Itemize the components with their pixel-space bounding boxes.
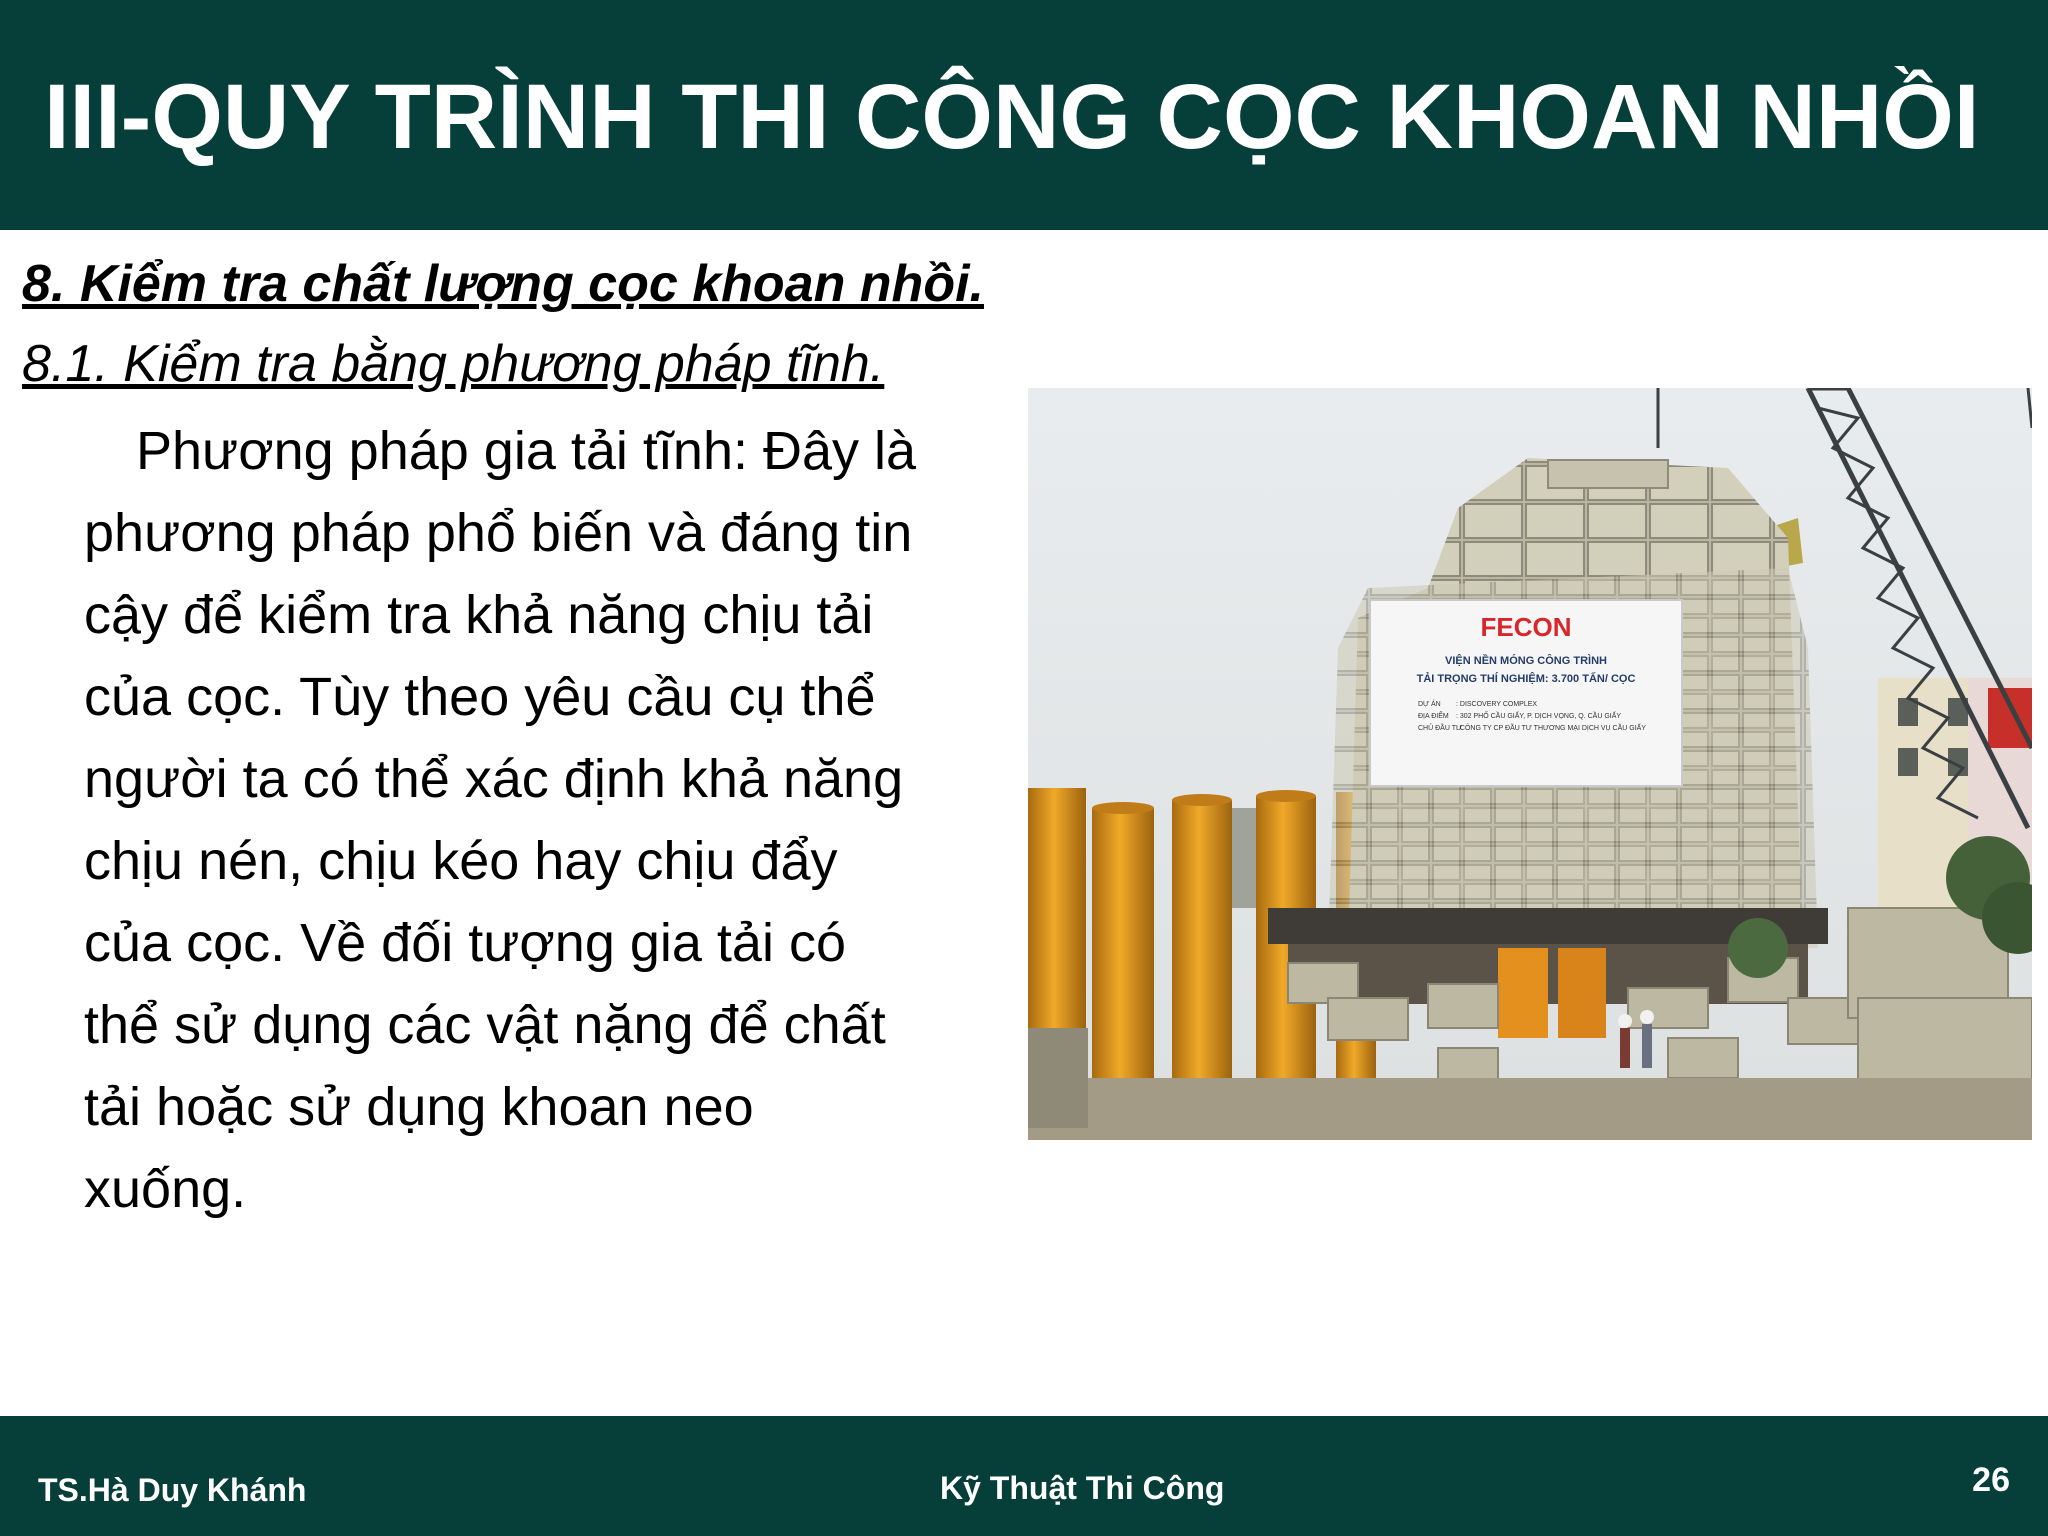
body-paragraph	[84, 410, 984, 1230]
section-heading: 8. Kiểm tra chất lượng cọc khoan nhồi.	[22, 255, 984, 313]
body-line: phương pháp phổ biến và đáng tin	[84, 503, 913, 563]
body-line: thể sử dụng các vật nặng để chất	[84, 995, 886, 1055]
banner-logo: FECON	[1480, 612, 1572, 642]
banner-row1-value: : DISCOVERY COMPLEX	[1456, 701, 1538, 708]
footer-course-title: Kỹ Thuật Thi Công	[940, 1470, 1225, 1506]
slide-title: III-QUY TRÌNH THI CÔNG CỌC KHOAN NHỒI	[44, 66, 1980, 168]
fecon-banner	[1370, 600, 1682, 786]
hydraulic-jack	[1558, 948, 1606, 1038]
banner-row2-value: : 302 PHỐ CẦU GIẤY, P. DỊCH VỌNG, Q. CẦU GIẤY	[1456, 713, 1622, 720]
body-line: cậy để kiểm tra khả năng chịu tải	[84, 585, 874, 645]
static-load-test-photo	[1028, 388, 2032, 1140]
slide-header	[0, 0, 2048, 230]
banner-row3-value: : CÔNG TY CP ĐẦU TƯ THƯƠNG MẠI DỊCH VỤ CẦU GIẤY	[1456, 725, 1647, 732]
banner-row2-label: ĐỊA ĐIỂM	[1418, 713, 1449, 720]
body-line: của cọc. Về đối tượng gia tải có	[84, 913, 846, 973]
page-number: 26	[1972, 1461, 2010, 1499]
body-line: người ta có thể xác định khả năng	[84, 749, 904, 809]
body-line: của cọc. Tùy theo yêu cầu cụ thể	[84, 667, 876, 727]
ground	[1028, 1078, 2032, 1140]
footer-author: TS.Hà Duy Khánh	[38, 1472, 307, 1508]
banner-row1-label: DỰ ÁN	[1418, 701, 1441, 708]
body-line: chịu nén, chịu kéo hay chịu đẩy	[84, 831, 838, 891]
hydraulic-jack	[1498, 948, 1548, 1038]
body-line: Phương pháp gia tải tĩnh: Đây là	[136, 421, 917, 481]
subsection-heading: 8.1. Kiểm tra bằng phương pháp tĩnh.	[22, 335, 885, 393]
photo-illustration	[1028, 388, 2032, 1140]
banner-line1: VIỆN NỀN MÓNG CÔNG TRÌNH	[1445, 655, 1607, 667]
slide-footer	[0, 1416, 2048, 1536]
banner-line2: TẢI TRỌNG THÍ NGHIỆM: 3.700 TẤN/ CỌC	[1416, 673, 1636, 685]
banner-row3-label: CHỦ ĐẦU TƯ	[1418, 725, 1462, 732]
body-line: tải hoặc sử dụng khoan neo	[84, 1077, 754, 1137]
body-line: xuống.	[84, 1159, 247, 1219]
